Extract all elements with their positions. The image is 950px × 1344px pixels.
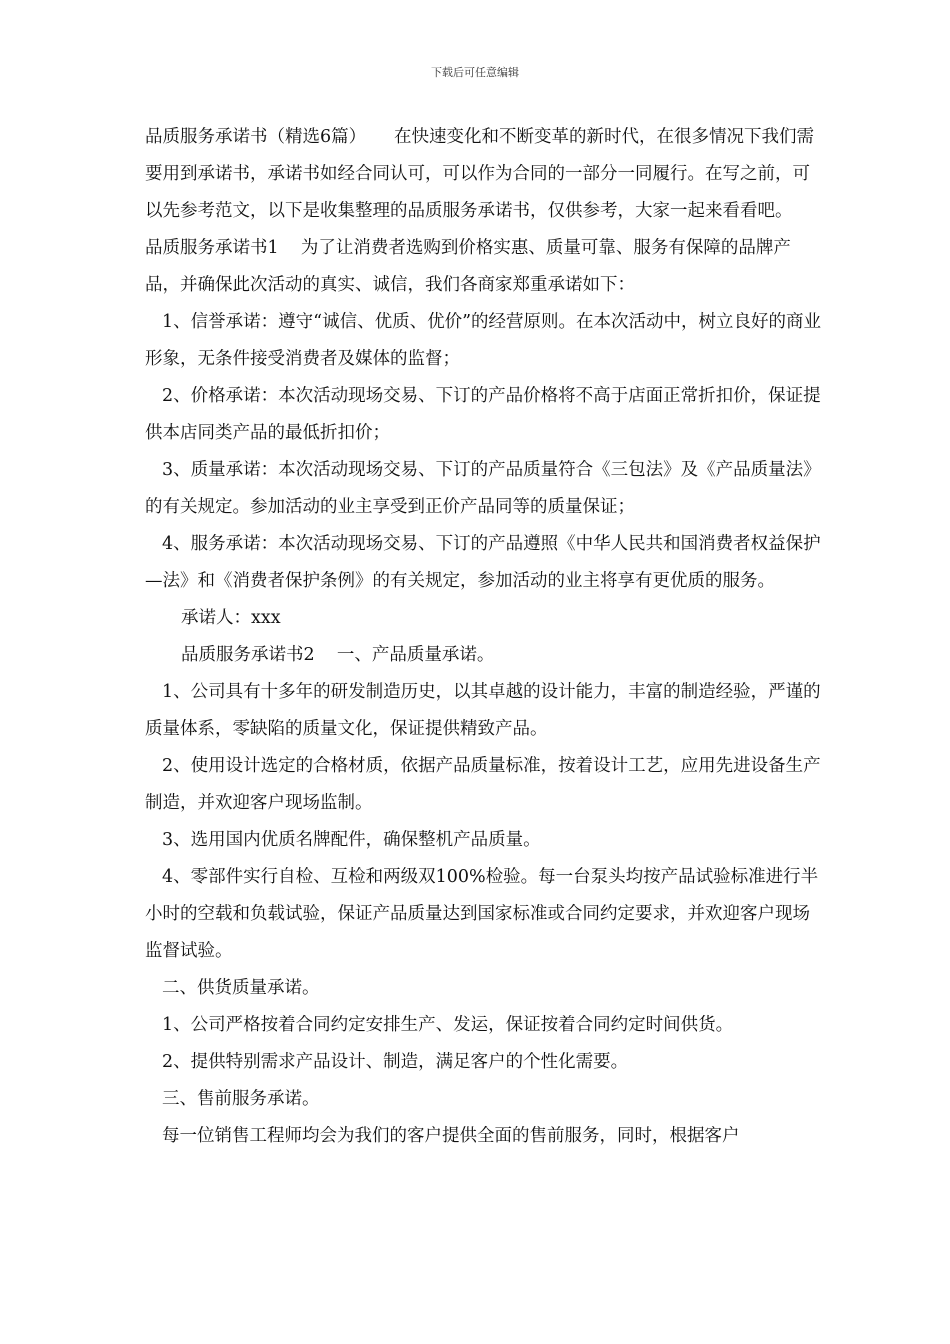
quality-item-4: 4、零部件实行自检、互检和两级双100%检验。每一台泵头均按产品试验标准进行半小时的空载和负载试验，保证产品质量达到国家标准或合同约定要求，并欢迎客户现场监督试验。 <box>145 867 819 961</box>
promise-credit: 1、信誉承诺：遵守“诚信、优质、优价”的经营原则。在本次活动中，树立良好的商业形象，无条件接受消费者及媒体的监督； <box>145 312 822 369</box>
section-2-heading: 品质服务承诺书2 一、产品质量承诺。 <box>181 645 495 665</box>
promisor-line: 承诺人：xxx <box>181 608 281 628</box>
promise-service: 4、服务承诺：本次活动现场交易、下订的产品遵照《中华人民共和国消费者权益保护—法》和《消费者保护条例》的有关规定，参加活动的业主将享有更优质的服务。 <box>145 534 821 591</box>
supply-heading: 二、供货质量承诺。 <box>162 978 320 998</box>
quality-item-3: 3、选用国内优质名牌配件，确保整机产品质量。 <box>162 830 541 850</box>
intro-paragraph: 品质服务承诺书（精选6篇） 在快速变化和不断变革的新时代，在很多情况下我们需要用到承诺书，承诺书如经合同认可，可以作为合同的一部分一同履行。在写之前，可以先参考范文，以下是收集整理的品质服务承诺书，仅供参考，大家一起来看看吧。 品质服务承诺书1 为了让消费者选购到价格实惠、质量可靠、服务有保障的品牌产品，并确保此次活动的真实、诚信，我们各商家郑重承诺如下： <box>145 127 838 295</box>
presale-heading: 三、售前服务承诺。 <box>162 1089 320 1109</box>
promise-price: 2、价格承诺：本次活动现场交易、下订的产品价格将不高于店面正常折扣价，保证提供本店同类产品的最低折扣价； <box>145 386 821 443</box>
presale-paragraph: 每一位销售工程师均会为我们的客户提供全面的售前服务，同时，根据客户 <box>162 1126 740 1146</box>
supply-item-1: 1、公司严格按着合同约定安排生产、发运，保证按着合同约定时间供货。 <box>162 1015 734 1035</box>
supply-item-2: 2、提供特别需求产品设计、制造，满足客户的个性化需要。 <box>162 1052 629 1072</box>
quality-item-2: 2、使用设计选定的合格材质，依据产品质量标准，按着设计工艺，应用先进设备生产制造，并欢迎客户现场监制。 <box>145 756 821 813</box>
document-body <box>145 119 838 1155</box>
promise-quality: 3、质量承诺：本次活动现场交易、下订的产品质量符合《三包法》及《产品质量法》的有关规定。参加活动的业主享受到正价产品同等的质量保证； <box>145 460 821 517</box>
quality-item-1: 1、公司具有十多年的研发制造历史，以其卓越的设计能力，丰富的制造经验，严谨的质量体系，零缺陷的质量文化，保证提供精致产品。 <box>145 682 821 739</box>
download-note: 下载后可任意编辑 <box>431 66 519 79</box>
